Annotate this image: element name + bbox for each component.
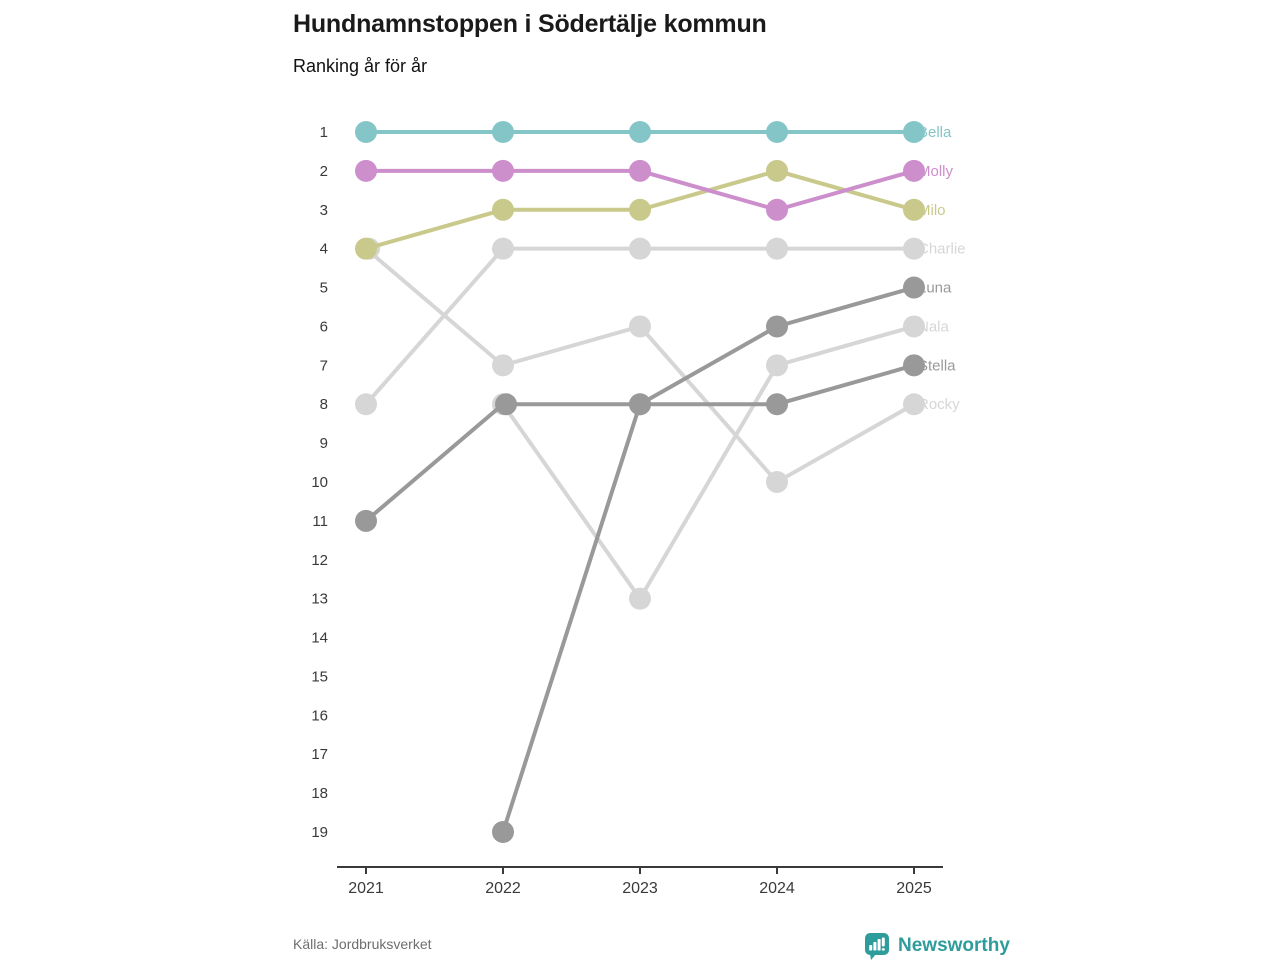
y-tick-label: 15 [311, 668, 328, 686]
series-line-stella [503, 365, 914, 832]
series-dot-milo [629, 199, 651, 221]
y-tick-label: 11 [312, 512, 328, 530]
series-dot-luna [355, 510, 377, 532]
series-label-luna: Luna [918, 279, 952, 297]
source-note: Källa: Jordbruksverket [293, 936, 432, 952]
series-dot-stella [766, 393, 788, 415]
x-tick-label: 2025 [896, 880, 932, 897]
y-tick-label: 9 [319, 435, 328, 453]
series-dot-nala [766, 354, 788, 376]
series-dot-bella [629, 121, 651, 143]
y-tick-label: 7 [319, 357, 328, 375]
series-dot-charlie [629, 238, 651, 260]
y-tick-label: 2 [319, 162, 328, 180]
y-tick-label: 17 [311, 746, 328, 764]
series-dot-luna [766, 315, 788, 337]
series-label-molly: Molly [918, 162, 954, 180]
page-subtitle: Ranking år för år [293, 56, 428, 76]
series-dot-charlie [492, 238, 514, 260]
x-tick-label: 2023 [622, 880, 658, 897]
series-dot-bella [766, 121, 788, 143]
series-dot-charlie [355, 393, 377, 415]
y-tick-label: 19 [311, 824, 328, 842]
y-tick-label: 16 [311, 707, 328, 725]
series-dot-stella [492, 821, 514, 843]
series-dot-luna [495, 393, 517, 415]
y-tick-label: 3 [319, 201, 328, 219]
y-tick-label: 6 [319, 318, 328, 336]
y-tick-label: 13 [311, 590, 328, 608]
series-dot-molly [492, 160, 514, 182]
x-tick-label: 2024 [759, 880, 795, 897]
series-dot-stella [629, 393, 651, 415]
y-tick-label: 8 [319, 396, 328, 414]
series-dot-molly [629, 160, 651, 182]
series-dot-milo [492, 199, 514, 221]
newsworthy-logo-icon [864, 932, 890, 960]
page-title: Hundnamnstoppen i Södertälje kommun [293, 10, 767, 38]
series-label-nala: Nala [918, 318, 949, 336]
series-dot-milo [355, 238, 377, 260]
series-label-milo: Milo [918, 201, 946, 219]
series-line-rocky [366, 249, 914, 482]
series-dot-molly [355, 160, 377, 182]
series-dot-bella [492, 121, 514, 143]
series-dot-nala [629, 588, 651, 610]
series-label-rocky: Rocky [918, 396, 960, 414]
series-dot-milo [766, 160, 788, 182]
series-label-charlie: Charlie [918, 240, 966, 258]
x-tick-label: 2022 [485, 880, 521, 897]
y-tick-label: 14 [311, 629, 328, 647]
y-tick-label: 5 [319, 279, 328, 297]
series-label-bella: Bella [918, 124, 952, 141]
series-dot-rocky [629, 315, 651, 337]
brand-name: Newsworthy [898, 935, 1010, 956]
y-tick-label: 4 [319, 240, 328, 258]
y-tick-label: 18 [311, 785, 328, 803]
series-dot-rocky [492, 354, 514, 376]
series-dot-charlie [766, 238, 788, 260]
brand-lockup [864, 932, 1010, 960]
series-dot-bella [355, 121, 377, 143]
x-tick-label: 2021 [348, 880, 384, 897]
series-dot-molly [766, 199, 788, 221]
y-tick-label: 10 [311, 474, 328, 492]
series-dot-rocky [766, 471, 788, 493]
y-tick-label: 12 [311, 551, 328, 569]
series-label-stella: Stella [918, 357, 956, 375]
y-tick-label: 1 [319, 124, 328, 141]
